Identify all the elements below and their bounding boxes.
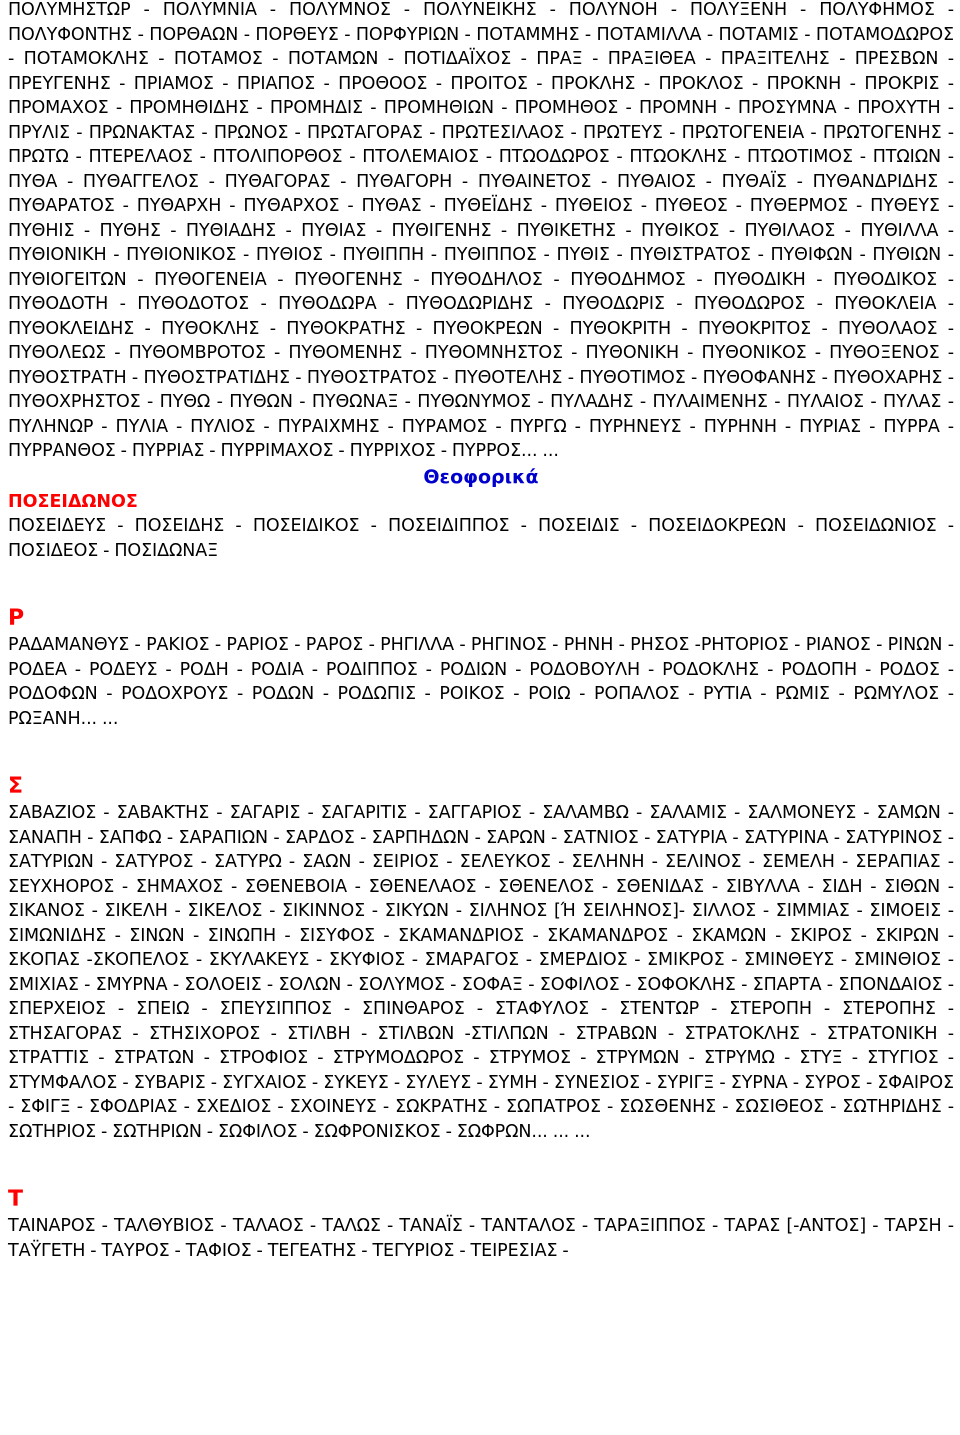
names-paragraph-poseidon: ΠΟΣΕΙΔΕΥΣ - ΠΟΣΕΙΔΗΣ - ΠΟΣΕΙΔΙΚΟΣ - ΠΟΣΕΙΔΙΠΠΟΣ - ΠΟΣΕΙΔΙΣ - ΠΟΣΕΙΔΟΚΡΕΩΝ - ΠΟΣΕΙΔΩΝΙΟΣ - ΠΟΣΙΔΕΟΣ - ΠΟΣΙΔΩΝΑΞ	[8, 516, 954, 561]
names-paragraph-s: ΣΑΒΑΖΙΟΣ - ΣΑΒΑΚΤΗΣ - ΣΑΓΑΡΙΣ - ΣΑΓΑΡΙΤΙΣ - ΣΑΓΓΑΡΙΟΣ - ΣΑΛΑΜΒΩ - ΣΑΛΑΜΙΣ - ΣΑΛΜΟΝΕΥΣ - ΣΑΜΩΝ - ΣΑΝΑΠΗ - ΣΑΠΦΩ - ΣΑΡΑΠΙΩΝ - ΣΑΡΔΟΣ - ΣΑΡΠΗΔΩΝ - ΣΑΡΩΝ - ΣΑΤΝΙΟΣ - ΣΑΤΥΡΙΑ - ΣΑΤΥΡΙΝΑ - ΣΑΤΥΡΙΝΟΣ - ΣΑΤΥΡΙΩΝ - ΣΑΤΥΡΟΣ - ΣΑΤΥΡΩ - ΣΑΩΝ - ΣΕΙΡΙΟΣ - ΣΕΛΕΥΚΟΣ - ΣΕΛΗΝΗ - ΣΕΛΙΝΟΣ - ΣΕΜΕΛΗ - ΣΕΡΑΠΙΑΣ - ΣΕΥΧΗΟΡΟΣ - ΣΗΜΑΧΟΣ - ΣΘΕΝΕΒΟΙΑ - ΣΘΕΝΕΛΑΟΣ - ΣΘΕΝΕΛΟΣ - ΣΘΕΝΙΔΑΣ - ΣΙΒΥΛΛΑ - ΣΙΔΗ - ΣΙΘΩΝ - ΣΙΚΑΝΟΣ - ΣΙΚΕΛΗ - ΣΙΚΕΛΟΣ - ΣΙΚΙΝΝΟΣ - ΣΙΚΥΩΝ - ΣΙΛΗΝΟΣ [Ή ΣΕΙΛΗΝΟΣ]- ΣΙΛΛΟΣ - ΣΙΜΜΙΑΣ - ΣΙΜΟΕΙΣ - ΣΙΜΩΝΙΔΗΣ - ΣΙΝΩΝ - ΣΙΝΩΠΗ - ΣΙΣΥΦΟΣ - ΣΚΑΜΑΝΔΡΙΟΣ - ΣΚΑΜΑΝΔΡΟΣ - ΣΚΑΜΩΝ - ΣΚΙΡΟΣ - ΣΚΙΡΩΝ - ΣΚΟΠΑΣ -ΣΚΟΠΕΛΟΣ - ΣΚΥΛΑΚΕΥΣ - ΣΚΥΦΙΟΣ - ΣΜΑΡΑΓΟΣ - ΣΜΕΡΔΙΟΣ - ΣΜΙΚΡΟΣ - ΣΜΙΝΘΕΥΣ - ΣΜΙΝΘΙΟΣ - ΣΜΙΧΙΑΣ - ΣΜΥΡΝΑ - ΣΟΛΟΕΙΣ - ΣΟΛΩΝ - ΣΟΛΥΜΟΣ - ΣΟΦΑΞ - ΣΟΦΙΛΟΣ - ΣΟΦΟΚΛΗΣ - ΣΠΑΡΤΑ - ΣΠΟΝΔΑΙΟΣ - ΣΠΕΡΧΕΙΟΣ - ΣΠΕΙΩ - ΣΠΕΥΣΙΠΠΟΣ - ΣΠΙΝΘΑΡΟΣ - ΣΤΑΦΥΛΟΣ - ΣΤΕΝΤΩΡ - ΣΤΕΡΟΠΗ - ΣΤΕΡΟΠΗΣ - ΣΤΗΣΑΓΟΡΑΣ - ΣΤΗΣΙΧΟΡΟΣ - ΣΤΙΛΒΗ - ΣΤΙΛΒΩΝ -ΣΤΙΛΠΩΝ - ΣΤΡΑΒΩΝ - ΣΤΡΑΤΟΚΛΗΣ - ΣΤΡΑΤΟΝΙΚΗ - ΣΤΡΑΤΤΙΣ - ΣΤΡΑΤΩΝ - ΣΤΡΟΦΙΟΣ - ΣΤΡΥΜΟΔΩΡΟΣ - ΣΤΡΥΜΟΣ - ΣΤΡΥΜΩΝ - ΣΤΡΥΜΩ - ΣΤΥΞ - ΣΤΥΓΙΟΣ - ΣΤΥΜΦΑΛΟΣ - ΣΥΒΑΡΙΣ - ΣΥΓΧΑΙΟΣ - ΣΥΚΕΥΣ - ΣΥΛΕΥΣ - ΣΥΜΗ - ΣΥΝΕΣΙΟΣ - ΣΥΡΙΓΞ - ΣΥΡΝΑ - ΣΥΡΟΣ - ΣΦΑΙΡΟΣ - ΣΦΙΓΞ - ΣΦΟΔΡΙΑΣ - ΣΧΕΔΙΟΣ - ΣΧΟΙΝΕΥΣ - ΣΩΚΡΑΤΗΣ - ΣΩΠΑΤΡΟΣ - ΣΩΣΘΕΝΗΣ - ΣΩΣΙΘΕΟΣ - ΣΩΤΗΡΙΔΗΣ - ΣΩΤΗΡΙΟΣ - ΣΩΤΗΡΙΩΝ - ΣΩΦΙΛΟΣ - ΣΩΦΡΟΝΙΣΚΟΣ - ΣΩΦΡΩΝ... ... ...	[8, 803, 954, 1142]
names-paragraph-p: ΠΟΛΥΜΗΣΤΩΡ - ΠΟΛΥΜΝΙΑ - ΠΟΛΥΜΝΟΣ - ΠΟΛΥΝΕΙΚΗΣ - ΠΟΛΥΝΟΗ - ΠΟΛΥΞΕΝΗ - ΠΟΛΥΦΗΜΟΣ - ΠΟΛΥΦΟΝΤΗΣ - ΠΟΡΘΑΩΝ - ΠΟΡΘΕΥΣ - ΠΟΡΦΥΡΙΩΝ - ΠΟΤΑΜΜΗΣ - ΠΟΤΑΜΙΛΛΑ - ΠΟΤΑΜΙΣ - ΠΟΤΑΜΟΔΩΡΟΣ - ΠΟΤΑΜΟΚΛΗΣ - ΠΟΤΑΜΟΣ - ΠΟΤΑΜΩΝ - ΠΟΤΙΔΑΪΧΟΣ - ΠΡΑΞ - ΠΡΑΞΙΘΕΑ - ΠΡΑΞΙΤΕΛΗΣ - ΠΡΕΣΒΩΝ - ΠΡΕΥΓΕΝΗΣ - ΠΡΙΑΜΟΣ - ΠΡΙΑΠΟΣ - ΠΡΟΘΟΟΣ - ΠΡΟΙΤΟΣ - ΠΡΟΚΛΗΣ - ΠΡΟΚΛΟΣ - ΠΡΟΚΝΗ - ΠΡΟΚΡΙΣ - ΠΡΟΜΑΧΟΣ - ΠΡΟΜΗΘΙΔΗΣ - ΠΡΟΜΗΔΙΣ - ΠΡΟΜΗΘΙΩΝ - ΠΡΟΜΗΘΟΣ - ΠΡΟΜΝΗ - ΠΡΟΣΥΜΝΑ - ΠΡΟΧΥΤΗ - ΠΡΥΛΙΣ - ΠΡΩΝΑΚΤΑΣ - ΠΡΩΝΟΣ - ΠΡΩΤΑΓΟΡΑΣ - ΠΡΩΤΕΣΙΛΑΟΣ - ΠΡΩΤΕΥΣ - ΠΡΩΤΟΓΕΝΕΙΑ - ΠΡΩΤΟΓΕΝΗΣ - ΠΡΩΤΩ - ΠΤΕΡΕΛΑΟΣ - ΠΤΟΛΙΠΟΡΘΟΣ - ΠΤΟΛΕΜΑΙΟΣ - ΠΤΩΟΔΩΡΟΣ - ΠΤΩΟΚΛΗΣ - ΠΤΩΟΤΙΜΟΣ - ΠΤΩΙΩΝ - ΠΥΘΑ - ΠΥΘΑΓΓΕΛΟΣ - ΠΥΘΑΓΟΡΑΣ - ΠΥΘΑΓΟΡΗ - ΠΥΘΑΙΝΕΤΟΣ - ΠΥΘΑΙΟΣ - ΠΥΘΑΪΣ - ΠΥΘΑΝΔΡΙΔΗΣ - ΠΥΘΑΡΑΤΟΣ - ΠΥΘΑΡΧΗ - ΠΥΘΑΡΧΟΣ - ΠΥΘΑΣ - ΠΥΘΕΪΔΗΣ - ΠΥΘΕΙΟΣ - ΠΥΘΕΟΣ - ΠΥΘΕΡΜΟΣ - ΠΥΘΕΥΣ - ΠΥΘΗΙΣ - ΠΥΘΗΣ - ΠΥΘΙΑΔΗΣ - ΠΥΘΙΑΣ - ΠΥΘΙΓΕΝΗΣ - ΠΥΘΙΚΕΤΗΣ - ΠΥΘΙΚΟΣ - ΠΥΘΙΛΑΟΣ - ΠΥΘΙΛΛΑ - ΠΥΘΙΟΝΙΚΗ - ΠΥΘΙΟΝΙΚΟΣ - ΠΥΘΙΟΣ - ΠΥΘΙΠΠΗ - ΠΥΘΙΠΠΟΣ - ΠΥΘΙΣ - ΠΥΘΙΣΤΡΑΤΟΣ - ΠΥΘΙΦΩΝ - ΠΥΘΙΩΝ - ΠΥΘΙΟΓΕΙΤΩΝ - ΠΥΘΟΓΕΝΕΙΑ - ΠΥΘΟΓΕΝΗΣ - ΠΥΘΟΔΗΛΟΣ - ΠΥΘΟΔΗΜΟΣ - ΠΥΘΟΔΙΚΗ - ΠΥΘΟΔΙΚΟΣ - ΠΥΘΟΔΟΤΗ - ΠΥΘΟΔΟΤΟΣ - ΠΥΘΟΔΩΡΑ - ΠΥΘΟΔΩΡΙΔΗΣ - ΠΥΘΟΔΩΡΙΣ - ΠΥΘΟΔΩΡΟΣ - ΠΥΘΟΚΛΕΙΑ - ΠΥΘΟΚΛΕΙΔΗΣ - ΠΥΘΟΚΛΗΣ - ΠΥΘΟΚΡΑΤΗΣ - ΠΥΘΟΚΡΕΩΝ - ΠΥΘΟΚΡΙΤΗ - ΠΥΘΟΚΡΙΤΟΣ - ΠΥΘΟΛΑΟΣ - ΠΥΘΟΛΕΩΣ - ΠΥΘΟΜΒΡΟΤΟΣ - ΠΥΘΟΜΕΝΗΣ - ΠΥΘΟΜΝΗΣΤΟΣ - ΠΥΘΟΝΙΚΗ - ΠΥΘΟΝΙΚΟΣ - ΠΥΘΟΞΕΝΟΣ - ΠΥΘΟΣΤΡΑΤΗ - ΠΥΘΟΣΤΡΑΤΙΔΗΣ - ΠΥΘΟΣΤΡΑΤΟΣ - ΠΥΘΟΤΕΛΗΣ - ΠΥΘΟΤΙΜΟΣ - ΠΥΘΟΦΑΝΗΣ - ΠΥΘΟΧΑΡΗΣ - ΠΥΘΟΧΡΗΣΤΟΣ - ΠΥΘΩ - ΠΥΘΩΝ - ΠΥΘΩΝΑΞ - ΠΥΘΩΝΥΜΟΣ - ΠΥΛΑΔΗΣ - ΠΥΛΑΙΜΕΝΗΣ - ΠΥΛΑΙΟΣ - ΠΥΛΑΣ - ΠΥΛΗΝΩΡ - ΠΥΛΙΑ - ΠΥΛΙΟΣ - ΠΥΡΑΙΧΜΗΣ - ΠΥΡΑΜΟΣ - ΠΥΡΓΩ - ΠΥΡΗΝΕΥΣ - ΠΥΡΗΝΗ - ΠΥΡΙΑΣ - ΠΥΡΡΑ - ΠΥΡΡΑΝΘΟΣ - ΠΥΡΡΙΑΣ - ΠΥΡΡΙΜΑΧΟΣ - ΠΥΡΡΙΧΟΣ - ΠΥΡΡΟΣ... ...	[8, 0, 954, 461]
letter-heading-s: Σ	[8, 774, 24, 799]
names-paragraph-t: ΤΑΙΝΑΡΟΣ - ΤΑΛΘΥΒΙΟΣ - ΤΑΛΑΟΣ - ΤΑΛΩΣ - ΤΑΝΑΪΣ - ΤΑΝΤΑΛΟΣ - ΤΑΡΑΞΙΠΠΟΣ - ΤΑΡΑΣ [-ΑΝΤΟΣ] - ΤΑΡΣΗ - ΤΑΫΓΕΤΗ - ΤΑΥΡΟΣ - ΤΑΦΙΟΣ - ΤΕΓΕΑΤΗΣ - ΤΕΓΥΡΙΟΣ - ΤΕΙΡΕΣΙΑΣ -	[8, 1216, 954, 1261]
letter-heading-t: Τ	[8, 1187, 24, 1212]
subheading-poseidonos: ΠΟΣΕΙΔΩΝΟΣ	[8, 491, 138, 512]
section-title-theoforika: Θεοφορικά	[423, 465, 539, 488]
names-paragraph-r: ΡΑΔΑΜΑΝΘΥΣ - ΡΑΚΙΟΣ - ΡΑΡΙΟΣ - ΡΑΡΟΣ - ΡΗΓΙΛΛΑ - ΡΗΓΙΝΟΣ - ΡΗΝΗ - ΡΗΣΟΣ -ΡΗΤΟΡΙΟΣ - ΡΙΑΝΟΣ - ΡΙΝΩΝ - ΡΟΔΕΑ - ΡΟΔΕΥΣ - ΡΟΔΗ - ΡΟΔΙΑ - ΡΟΔΙΠΠΟΣ - ΡΟΔΙΩΝ - ΡΟΔΟΒΟΥΛΗ - ΡΟΔΟΚΛΗΣ - ΡΟΔΟΠΗ - ΡΟΔΟΣ - ΡΟΔΟΦΩΝ - ΡΟΔΟΧΡΟΥΣ - ΡΟΔΩΝ - ΡΟΔΩΠΙΣ - ΡΟΙΚΟΣ - ΡΟΙΩ - ΡΟΠΑΛΟΣ - ΡΥΤΙΑ - ΡΩΜΙΣ - ΡΩΜΥΛΟΣ - ΡΩΞΑΝΗ... ...	[8, 635, 954, 729]
letter-heading-r: Ρ	[8, 606, 25, 631]
